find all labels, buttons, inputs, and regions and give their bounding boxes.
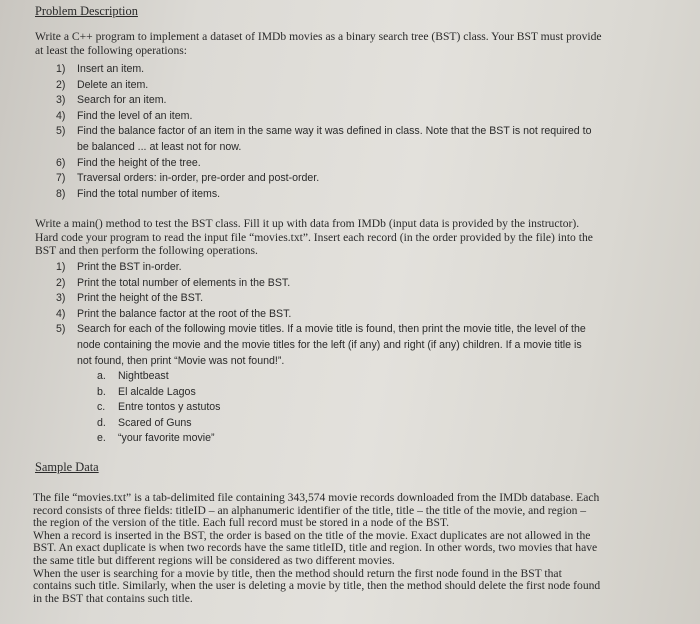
sample-line: the region of the version of the title. Each full record must be stored in a node of the BST.	[33, 516, 450, 530]
item-number: 5)	[56, 323, 66, 336]
list-item	[56, 307, 666, 323]
list-item	[97, 416, 397, 432]
item-letter: a.	[97, 370, 106, 382]
item-number: 7)	[56, 172, 66, 185]
list-item	[56, 187, 666, 203]
item-number: 3)	[56, 292, 66, 305]
item-number: 5)	[56, 125, 66, 138]
item-text: Find the total number of items.	[77, 187, 221, 200]
item-number: 2)	[56, 78, 66, 91]
item-number: 6)	[56, 156, 66, 169]
item-number: 1)	[56, 261, 66, 273]
sample-line: in the BST that contains such title.	[33, 591, 193, 605]
list-item	[56, 171, 666, 187]
list-item	[56, 93, 666, 109]
sample-line: BST. An exact duplicate is when two records have the same titleID, title and region. In other words, two movies that have	[33, 541, 598, 555]
intro-line: at least the following operations:	[35, 43, 187, 57]
list-item	[56, 156, 666, 172]
main-line: BST and then perform the following operations.	[35, 244, 258, 258]
main-line: Write a main() method to test the BST class. Fill it up with data from IMDb (input data is provided by the instructor).	[35, 217, 580, 230]
intro-paragraph	[35, 30, 602, 57]
sample-line: The file “movies.txt” is a tab-delimited file containing 343,574 movie records downloaded from the IMDb database. Each	[33, 491, 600, 504]
operations-list	[56, 62, 666, 202]
item-number: 4)	[56, 109, 66, 122]
item-text: Search for each of the following movie titles. If a movie title is found, then print the movie title, the level of the	[77, 323, 586, 336]
list-item	[56, 276, 666, 292]
sample-line: When a record is inserted in the BST, the order is based on the title of the movie. Exact duplicates are not allowed in the	[33, 528, 591, 542]
list-item	[56, 78, 666, 94]
main-paragraph	[35, 217, 593, 258]
list-item	[56, 291, 666, 307]
list-item	[56, 260, 666, 276]
movie-title: “your favorite movie”	[118, 432, 215, 445]
item-letter: c.	[97, 401, 106, 414]
item-number: 3)	[56, 94, 66, 107]
item-letter: d.	[97, 416, 106, 429]
movie-title: Scared of Guns	[118, 416, 192, 429]
list-item	[97, 400, 397, 416]
item-text: Traversal orders: in-order, pre-order and post-order.	[77, 172, 320, 185]
item-text: node containing the movie and the movie titles for the left (if any) and right (if any) children. If a movie title is	[77, 338, 582, 351]
movie-title: Entre tontos y astutos	[118, 401, 221, 414]
item-text: Search for an item.	[77, 94, 167, 107]
item-text: Insert an item.	[77, 63, 145, 75]
sample-line: record consists of three fields: titleID – an alphanumeric identifier of the title, title – the title of the movie, and region –	[33, 503, 587, 517]
item-number: 1)	[56, 63, 66, 75]
item-letter: b.	[97, 385, 106, 398]
item-text: not found, then print “Movie was not found!”.	[77, 354, 285, 367]
item-number: 2)	[56, 276, 66, 289]
item-text: Print the balance factor at the root of the BST.	[77, 307, 292, 320]
intro-line: Write a C++ program to implement a dataset of IMDb movies as a binary search tree (BST) class. Your BST must provide	[35, 30, 602, 43]
item-number: 4)	[56, 307, 66, 320]
sample-line: the same title but different regions will be considered as two different movies.	[33, 553, 395, 567]
item-text: Find the level of an item.	[77, 109, 193, 122]
list-item	[56, 109, 666, 125]
item-text: Print the BST in-order.	[77, 261, 182, 273]
movie-title: Nightbeast	[118, 370, 169, 382]
movie-titles-list	[97, 369, 397, 447]
sample-line: contains such title. Similarly, when the user is deleting a movie by title, then the method should delete the first node found	[33, 579, 601, 593]
item-text: Delete an item.	[77, 78, 149, 91]
item-text: Find the balance factor of an item in the same way it was defined in class. Note that the BST is not required to	[77, 125, 592, 138]
list-item	[97, 369, 397, 385]
item-text: Print the height of the BST.	[77, 292, 204, 305]
item-text: Find the height of the tree.	[77, 156, 201, 169]
sample-data-paragraph	[33, 492, 600, 605]
main-line: Hard code your program to read the input file “movies.txt”. Insert each record (in the order provided by the file) into the	[35, 230, 593, 244]
item-letter: e.	[97, 432, 106, 445]
list-item	[56, 62, 666, 78]
list-item	[97, 431, 397, 447]
list-item	[56, 322, 666, 369]
problem-description-heading: Problem Description	[35, 4, 138, 18]
item-text: be balanced ... at least not for now.	[77, 140, 242, 153]
list-item	[56, 124, 666, 155]
item-number: 8)	[56, 187, 66, 200]
sample-data-heading: Sample Data	[35, 460, 99, 474]
item-text: Print the total number of elements in the BST.	[77, 276, 291, 289]
list-item	[97, 385, 397, 401]
movie-title: El alcalde Lagos	[118, 385, 196, 398]
steps-list	[56, 260, 666, 369]
sample-line: When the user is searching for a movie by title, then the method should return the first node found in the BST that	[33, 566, 562, 580]
